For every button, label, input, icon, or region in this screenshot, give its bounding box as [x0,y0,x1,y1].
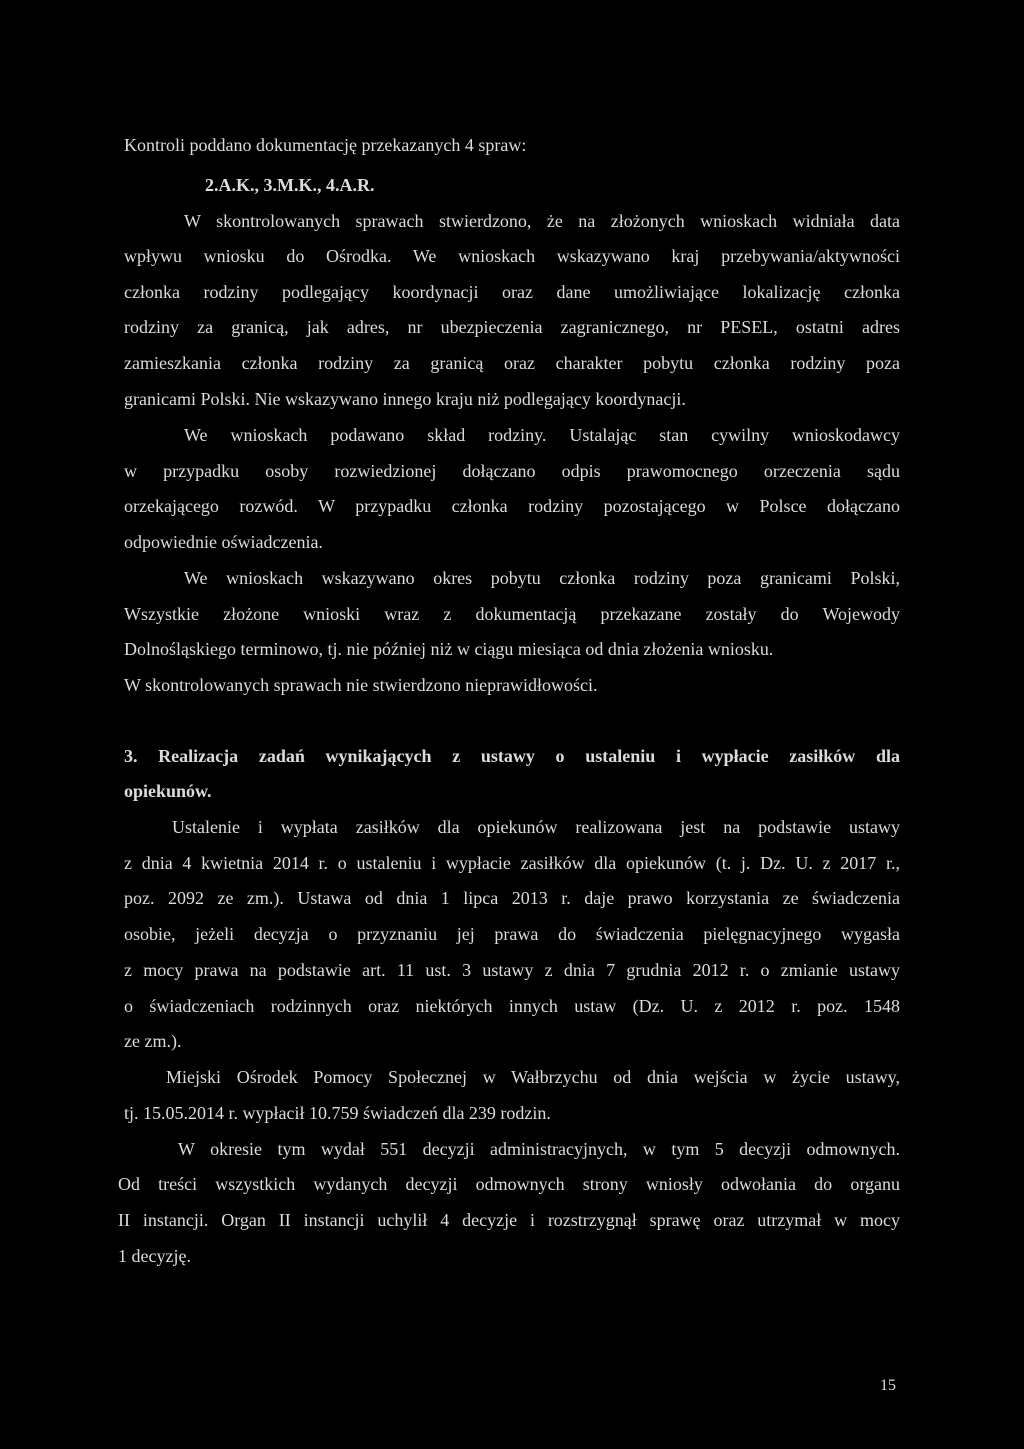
text-line: zamieszkania członka rodziny za granicą oraz charakter pobytu członka rodziny poza [124,353,900,373]
case-list: 2.A.K., 3.M.K., 4.A.R. [205,175,375,195]
text-line: We wnioskach podawano skład rodziny. Ustalając stan cywilny wnioskodawcy [184,425,900,445]
text-line: o świadczeniach rodzinnych oraz niektórych innych ustaw (Dz. U. z 2012 r. poz. 1548 [124,996,900,1016]
text-line: z mocy prawa na podstawie art. 11 ust. 3 ustawy z dnia 7 grudnia 2012 r. o zmianie ustawy [124,960,900,980]
text-line: W skontrolowanych sprawach stwierdzono, że na złożonych wnioskach widniała data [184,211,900,231]
text-line: Od treści wszystkich wydanych decyzji odmownych strony wniosły odwołania do organu [118,1174,900,1194]
text-line: Dolnośląskiego terminowo, tj. nie później niż w ciągu miesiąca od dnia złożenia wniosku. [124,639,774,659]
text-line: z dnia 4 kwietnia 2014 r. o ustaleniu i wypłacie zasiłków dla opiekunów (t. j. Dz. U. z 2017 r., [124,853,900,873]
text-line: Miejski Ośrodek Pomocy Społecznej w Wałbrzychu od dnia wejścia w życie ustawy, [166,1067,900,1087]
section-heading: 3. Realizacja zadań wynikających z ustawy o ustaleniu i wypłacie zasiłków dla [124,746,900,766]
text-line: rodziny za granicą, jak adres, nr ubezpieczenia zagranicznego, nr PESEL, ostatni adres [124,317,900,337]
page-number: 15 [880,1377,896,1394]
text-line: wpływu wniosku do Ośrodka. We wnioskach wskazywano kraj przebywania/aktywności [124,246,900,266]
text-line: 1 decyzję. [118,1246,191,1266]
text-line: osobie, jeżeli decyzja o przyznaniu jej prawa do świadczenia pielęgnacyjnego wygasła [124,924,900,944]
text-line: poz. 2092 ze zm.). Ustawa od dnia 1 lipca 2013 r. daje prawo korzystania ze świadczenia [124,888,900,908]
text-line: ze zm.). [124,1031,182,1051]
text-line: Kontroli poddano dokumentację przekazanych 4 spraw: [124,135,527,155]
text-line: II instancji. Organ II instancji uchylił 4 decyzje i rozstrzygnął sprawę oraz utrzymał w mocy [118,1210,900,1230]
section-heading-cont: opiekunów. [124,781,212,801]
text-line: Ustalenie i wypłata zasiłków dla opiekunów realizowana jest na podstawie ustawy [172,817,900,837]
text-line: członka rodziny podlegający koordynacji oraz dane umożliwiające lokalizację członka [124,282,900,302]
text-line: tj. 15.05.2014 r. wypłacił 10.759 świadczeń dla 239 rodzin. [124,1103,551,1123]
text-line: W skontrolowanych sprawach nie stwierdzono nieprawidłowości. [124,675,598,695]
text-line: odpowiednie oświadczenia. [124,532,323,552]
text-line: orzekającego rozwód. W przypadku członka rodziny pozostającego w Polsce dołączano [124,496,900,516]
text-line: granicami Polski. Nie wskazywano innego kraju niż podlegający koordynacji. [124,389,686,409]
text-line: W okresie tym wydał 551 decyzji administracyjnych, w tym 5 decyzji odmownych. [178,1139,900,1159]
text-line: w przypadku osoby rozwiedzionej dołączano odpis prawomocnego orzeczenia sądu [124,461,900,481]
text-line: We wnioskach wskazywano okres pobytu członka rodziny poza granicami Polski, [184,568,900,588]
text-line: Wszystkie złożone wnioski wraz z dokumentacją przekazane zostały do Wojewody [124,604,900,624]
